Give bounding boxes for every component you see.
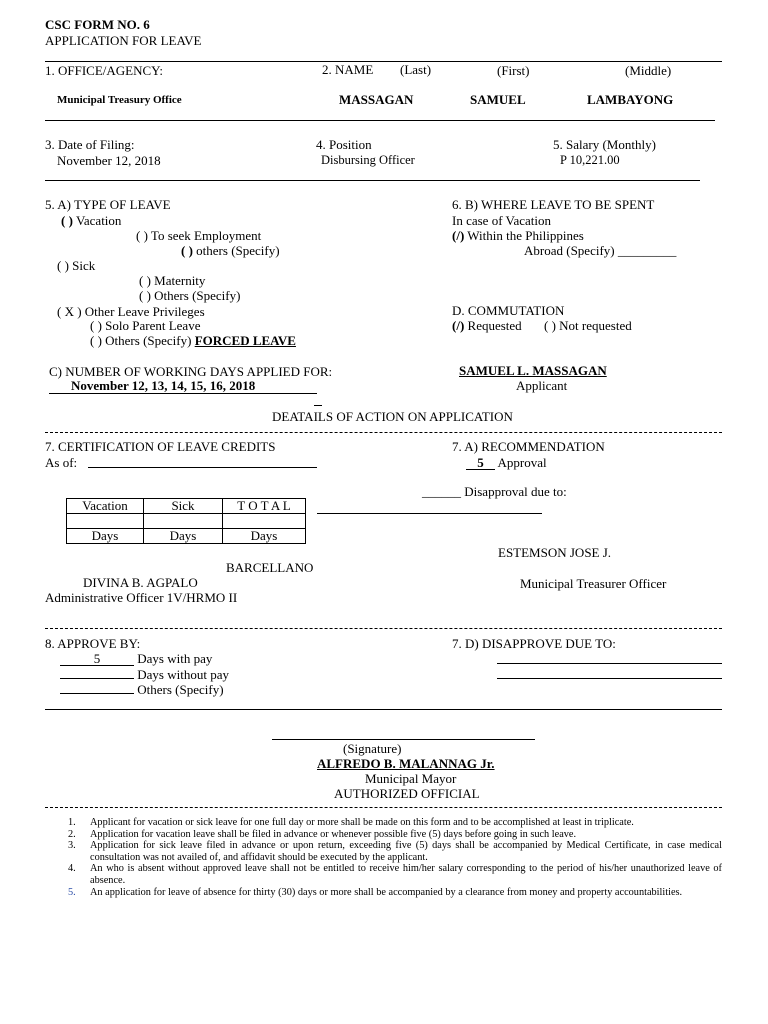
first-name-value: SAMUEL [470,92,526,107]
middle-name-label: (Middle) [625,63,672,78]
within-philippines-label: Within the Philippines [467,228,584,243]
vacation-others-option[interactable] [181,244,280,257]
note-number: 3. [68,840,76,852]
table-unit-sick: Days [144,529,223,544]
approval-label: Approval [497,455,547,470]
days-with-pay-row [60,652,212,666]
vacation-label: Vacation [75,213,122,228]
signature-line[interactable] [272,739,535,740]
list-item [60,829,722,841]
within-philippines-checkbox[interactable]: (/) [452,228,465,243]
name-label: 2. NAME [322,62,374,77]
vacation-others-label: others (Specify) [196,243,280,258]
approval-option[interactable] [466,456,547,470]
first-name-label: (First) [497,63,530,78]
working-days-label: C) NUMBER OF WORKING DAYS APPLIED FOR: [49,364,333,379]
days-with-pay-label: Days with pay [137,651,213,666]
list-item [60,840,722,863]
in-case-of-vacation: In case of Vacation [452,213,552,228]
table-header-vacation: Vacation [67,499,144,514]
privileges-others-label: ( ) Others (Specify) [90,333,192,348]
estemson-name: ESTEMSON JOSE J. [498,545,612,560]
type-of-leave-label: 5. A) TYPE OF LEAVE [45,197,171,212]
solo-parent-option[interactable]: ( ) Solo Parent Leave [90,318,201,333]
table-row [67,529,306,544]
approve-others-field[interactable] [60,682,134,694]
table-unit-total: Days [223,529,306,544]
disapprove-reason-line[interactable] [497,663,722,664]
maternity-option[interactable]: ( ) Maternity [139,273,206,288]
barcellano-name: BARCELLANO [226,560,314,575]
disapprove-label: 7. D) DISAPPROVE DUE TO: [452,636,616,651]
total-credit-cell[interactable] [223,514,306,529]
table-unit-vacation: Days [67,529,144,544]
divider [314,405,322,406]
commutation-label: D. COMMUTATION [452,303,565,318]
applicant-label: Applicant [516,378,568,393]
divider [45,709,722,710]
note-number: 5. [68,886,76,898]
seek-employment-option[interactable]: ( ) To seek Employment [136,228,262,243]
note-number: 4. [68,863,76,875]
dashed-divider [45,628,722,629]
note-text: Application for vacation leave shall be filed in advance or whenever possible five (5) days before going in such leave. [90,828,577,840]
list-item [60,817,722,829]
days-without-pay-row [60,667,229,681]
last-name-label: (Last) [400,62,432,77]
official-title: AUTHORIZED OFFICIAL [334,786,480,801]
working-days-value: November 12, 13, 14, 15, 16, 2018 [49,379,317,394]
divider [45,180,700,181]
table-row [67,514,306,529]
days-with-pay-value[interactable]: 5 [60,652,134,666]
note-number: 1. [68,817,76,828]
details-heading: DEATAILS OF ACTION ON APPLICATION [272,409,513,424]
leave-credits-table [66,498,306,544]
middle-name-value: LAMBAYONG [587,92,674,107]
other-privileges-option[interactable]: ( X ) Other Leave Privileges [57,304,205,319]
office-value: Municipal Treasury Office [57,94,182,106]
approve-others-row [60,682,224,696]
requested-checkbox[interactable]: (/) [452,318,465,333]
not-requested-option[interactable]: ( ) Not requested [544,318,632,333]
as-of-label: As of: [45,455,78,470]
certification-label: 7. CERTIFICATION OF LEAVE CREDITS [45,439,276,454]
note-text: An application for leave of absence for thirty (30) days or more shall be accompanied by a clearance from money and property accountabilities. [90,886,683,898]
dashed-divider [45,432,722,433]
within-philippines-option[interactable] [452,229,584,242]
treasurer-title: Municipal Treasurer Officer [520,576,667,591]
divider [45,120,715,121]
vacation-checkbox[interactable]: ( ) [61,213,73,228]
days-without-pay-field[interactable] [60,667,134,679]
recommendation-label: 7. A) RECOMMENDATION [452,439,605,454]
vacation-credit-cell[interactable] [67,514,144,529]
forced-leave-value: FORCED LEAVE [194,333,296,348]
requested-label: Requested [467,318,522,333]
table-row [67,499,306,514]
position-value: Disbursing Officer [321,153,415,167]
sick-credit-cell[interactable] [144,514,223,529]
approve-by-label: 8. APPROVE BY: [45,636,141,651]
notes-list [60,817,722,898]
table-header-total: T O T A L [223,499,306,514]
disapproval-option[interactable]: ______ Disapproval due to: [422,484,567,499]
note-text: Applicant for vacation or sick leave for one full day or more shall be made on this form and to be accomplished at least in triplicate. [90,817,634,828]
divider [45,61,722,62]
salary-value: P 10,221.00 [560,153,620,167]
filing-date-value: November 12, 2018 [57,153,161,168]
note-text: An who is absent without approved leave shall not be entitled to receive him/her salary corresponding to the period of his/her unauthorized leave of absence. [90,863,722,886]
list-item [60,887,722,899]
sick-others-option[interactable]: ( ) Others (Specify) [139,288,241,303]
divina-title: Administrative Officer 1V/HRMO II [45,590,238,605]
official-position: Municipal Mayor [365,771,457,786]
divina-name: DIVINA B. AGPALO [83,575,198,590]
official-name: ALFREDO B. MALANNAG Jr. [317,756,495,771]
salary-label: 5. Salary (Monthly) [553,137,656,152]
filing-date-label: 3. Date of Filing: [45,137,135,152]
requested-option[interactable] [452,319,522,332]
vacation-option[interactable] [61,214,121,227]
where-spent-label: 6. B) WHERE LEAVE TO BE SPENT [452,197,655,212]
as-of-field[interactable] [88,467,317,468]
table-header-sick: Sick [144,499,223,514]
abroad-option[interactable]: Abroad (Specify) _________ [524,243,677,258]
list-item [60,863,722,886]
approval-value[interactable]: 5 [466,456,495,470]
note-number: 2. [68,828,76,840]
vacation-others-checkbox[interactable]: ( ) [181,243,193,258]
form-title: APPLICATION FOR LEAVE [45,33,202,48]
last-name-value: MASSAGAN [339,92,414,107]
disapproval-reason-field[interactable] [317,513,542,514]
disapprove-reason-line[interactable] [497,678,722,679]
signature-label: (Signature) [343,741,402,756]
dashed-divider [45,807,722,808]
note-text: Application for sick leave filed in advance or upon return, exceeding five (5) days shall be accompanied by Medical Certificate, in case medical consultation was not availed of, and affidavit should be executed by the applicant. [90,840,722,863]
days-without-pay-label: Days without pay [137,667,229,682]
position-label: 4. Position [316,137,372,152]
office-label: 1. OFFICE/AGENCY: [45,63,163,78]
applicant-name: SAMUEL L. MASSAGAN [459,363,607,378]
approve-others-label: Others (Specify) [137,682,224,697]
privileges-others-option[interactable] [90,334,296,347]
sick-option[interactable]: ( ) Sick [57,258,96,273]
form-number: CSC FORM NO. 6 [45,17,150,32]
